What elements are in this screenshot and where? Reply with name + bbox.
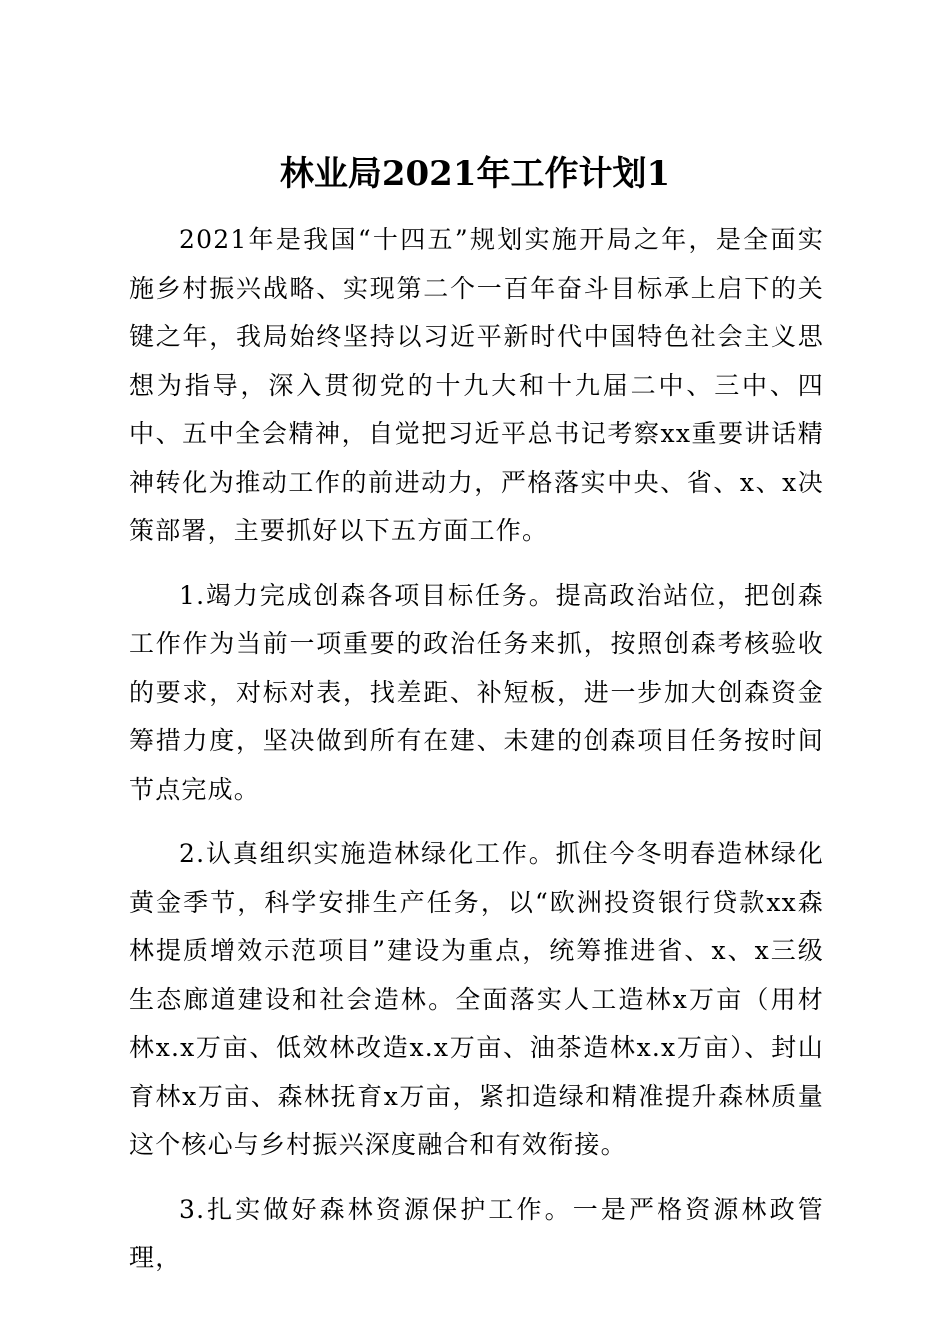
paragraph-intro: 2021年是我国“十四五”规划实施开局之年，是全面实施乡村振兴战略、实现第二个一百年奋斗目标承上启下的关键之年，我局始终坚持以习近平新时代中国特色社会主义思想为指导，深入贯彻党的十九大和十九届二中、三中、四中、五中全会精神，自觉把习近平总书记考察xx重要讲话精神转化为推动工作的前进动力，严格落实中央、省、x、x决策部署，主要抓好以下五方面工作。: [129, 225, 824, 545]
document-title: 林业局2021年工作计划1: [279, 154, 671, 194]
paragraph-item-1: 1.竭力完成创森各项目标任务。提高政治站位，把创森工作作为当前一项重要的政治任务来抓，按照创森考核验收的要求，对标对表，找差距、补短板，进一步加大创森资金筹措力度，坚决做到所有在建、未建的创森项目任务按时间节点完成。: [129, 580, 824, 804]
paragraph-item-2: 2.认真组织实施造林绿化工作。抓住今冬明春造林绿化黄金季节，科学安排生产任务，以“欧洲投资银行贷款xx森林提质增效示范项目”建设为重点，统筹推进省、x、x三级生态廊道建设和社会造林。全面落实人工造林x万亩（用材林x.x万亩、低效林改造x.x万亩、油茶造林x.x万亩）、封山育林x万亩、森林抚育x万亩，紧扣造绿和精准提升森林质量这个核心与乡村振兴深度融合和有效衔接。: [129, 839, 824, 1159]
document-body: [129, 216, 824, 1283]
paragraph-item-3: 3.扎实做好森林资源保护工作。一是严格资源林政管理，: [129, 1194, 824, 1272]
